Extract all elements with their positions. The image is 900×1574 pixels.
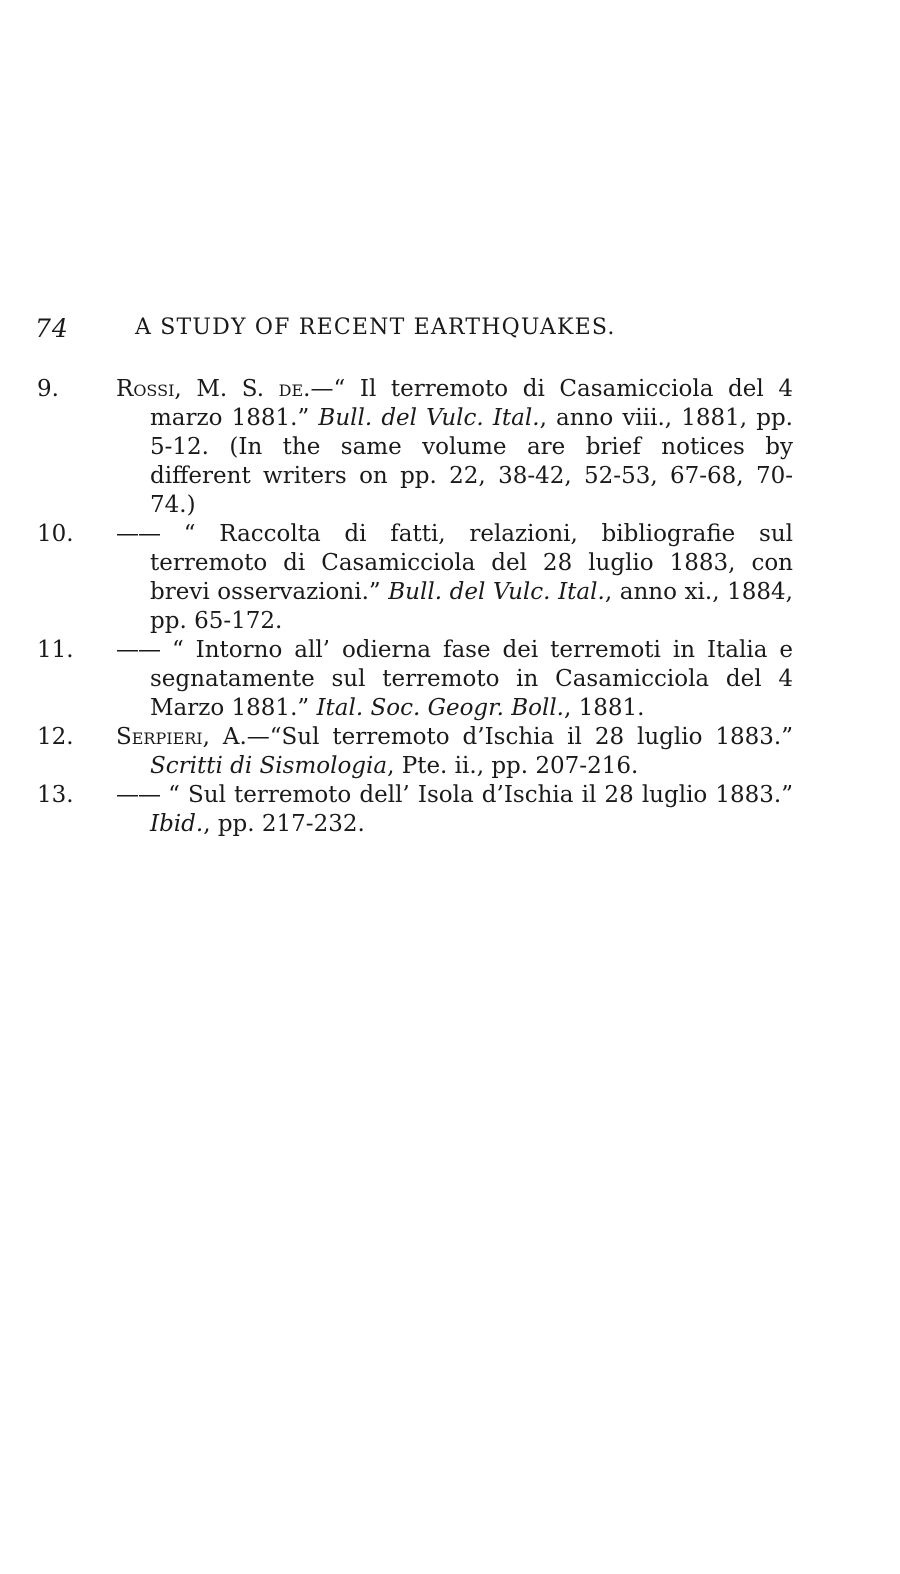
- entry-title: —“ Il terremoto di Casamicciola del 4 marzo 1881.”: [150, 376, 793, 431]
- entry-title: “ Intorno all’ odierna fase dei terremoti in Italia e segnatamente sul terremoto in Casamicciola del 4 Marzo 1881.”: [150, 637, 793, 721]
- entry-number: 11.: [37, 637, 74, 663]
- entry-author: Rossi, M. S. de.: [116, 376, 311, 402]
- bibliography-entry: [0, 520, 900, 636]
- entry-details: , 1881.: [564, 695, 645, 721]
- entry-details: , anno viii., 1881, pp. 5-12. (In the same volume are brief notices by different writers on pp. 22, 38-42, 52-53, 67-68, 70-74.): [150, 405, 793, 518]
- entry-text: [116, 520, 793, 636]
- entry-author: ——: [116, 521, 160, 547]
- entry-title: —“Sul terremoto d’Ischia il 28 luglio 1883.”: [246, 724, 794, 750]
- entry-title: “ Sul terremoto dell’ Isola d’Ischia il 28 luglio 1883.”: [160, 782, 793, 808]
- entry-text: [116, 723, 793, 781]
- entry-text: [116, 636, 793, 723]
- bibliography-list: [0, 375, 900, 839]
- entry-text: [116, 375, 793, 520]
- entry-journal: Scritti di Sismologia: [150, 753, 388, 779]
- entry-journal: Ital. Soc. Geogr. Boll.: [316, 695, 564, 721]
- entry-details: , pp. 217-232.: [203, 811, 365, 837]
- entry-author: Serpieri, A.: [116, 724, 247, 750]
- entry-number: 10.: [37, 521, 74, 547]
- entry-journal: Bull. del Vulc. Ital.: [318, 405, 540, 431]
- entry-number: 13.: [37, 782, 74, 808]
- entry-journal: Ibid.: [150, 811, 204, 837]
- bibliography-entry: [0, 375, 900, 520]
- entry-number: 9.: [37, 376, 59, 402]
- entry-number: 12.: [37, 724, 74, 750]
- entry-journal: Bull. del Vulc. Ital.: [388, 579, 605, 605]
- bibliography-entry: [0, 723, 900, 781]
- entry-text: [116, 781, 793, 839]
- running-head: [35, 314, 700, 354]
- entry-title: “ Raccolta di fatti, relazioni, bibliografie sul terremoto di Casamicciola del 28 luglio 1883, con brevi osservazioni.”: [150, 521, 793, 605]
- running-title: A STUDY OF RECENT EARTHQUAKES.: [135, 315, 616, 340]
- entry-author: ——: [116, 637, 160, 663]
- bibliography-entry: [0, 636, 900, 723]
- entry-author: ——: [116, 782, 160, 808]
- page-number: 74: [35, 314, 69, 343]
- entry-details: , Pte. ii., pp. 207-216.: [387, 753, 639, 779]
- bibliography-entry: [0, 781, 900, 839]
- entry-details: , anno xi., 1884, pp. 65-172.: [150, 579, 793, 634]
